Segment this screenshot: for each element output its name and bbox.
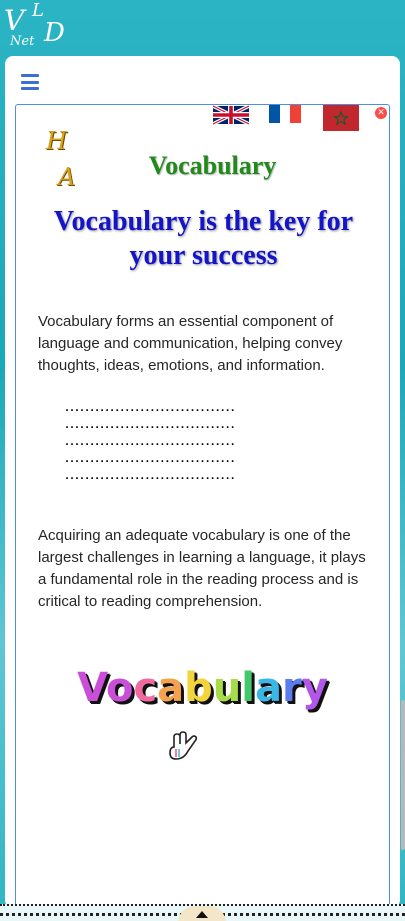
- hamburger-menu-icon[interactable]: [21, 74, 39, 90]
- banner-letter: a: [157, 665, 185, 711]
- banner-letter: l: [241, 665, 255, 711]
- france-flag-icon[interactable]: [269, 105, 301, 123]
- article-panel: [15, 104, 390, 908]
- banner-letter: u: [212, 665, 242, 711]
- dotted-lines: [64, 403, 235, 488]
- banner-letter: b: [184, 665, 213, 711]
- hand-pointer-icon[interactable]: [166, 727, 200, 763]
- dotted-line: ..................................: [64, 454, 235, 465]
- second-paragraph: Acquiring an adequate vocabulary is one of the largest challenges in learning a language, it plays a fundamental role in the reading process and is critical to reading comprehension.: [38, 527, 366, 610]
- content-card: [5, 56, 400, 908]
- dotted-line: ..................................: [64, 420, 235, 431]
- banner-letter: r: [282, 665, 302, 711]
- morocco-star-icon: [334, 111, 348, 125]
- page-title: Vocabulary: [148, 151, 277, 180]
- banner-letter: a: [255, 665, 282, 711]
- close-icon[interactable]: ✕: [375, 107, 387, 119]
- uk-flag-icon[interactable]: [213, 105, 249, 125]
- ha-letter-h: H: [46, 127, 67, 155]
- banner-letter: c: [133, 665, 158, 711]
- banner-letter: y: [301, 665, 328, 711]
- logo-net: Net: [10, 34, 35, 49]
- bottom-bar: [0, 904, 405, 921]
- dotted-line: ..................................: [64, 471, 235, 482]
- logo-letter-v: V: [4, 4, 25, 37]
- morocco-flag-icon[interactable]: [323, 105, 359, 131]
- scrollbar[interactable]: [401, 700, 405, 850]
- logo-letter-d: D: [44, 18, 65, 48]
- ha-letter-a: A: [58, 163, 76, 191]
- dotted-line: ..................................: [64, 403, 235, 414]
- logo-letter-l: L: [32, 0, 44, 21]
- vocabulary-banner: [16, 665, 389, 711]
- headline: Vocabulary is the key for your success: [53, 206, 354, 271]
- dotted-line: ..................................: [64, 437, 235, 448]
- site-logo[interactable]: [4, 2, 76, 52]
- banner-letter: V: [77, 665, 106, 711]
- scroll-up-arrow-icon[interactable]: [178, 906, 226, 921]
- banner-letter: o: [105, 665, 134, 711]
- intro-paragraph: Vocabulary forms an essential component of language and communication, helping convey thoughts, ideas, emotions, and information.: [38, 313, 343, 374]
